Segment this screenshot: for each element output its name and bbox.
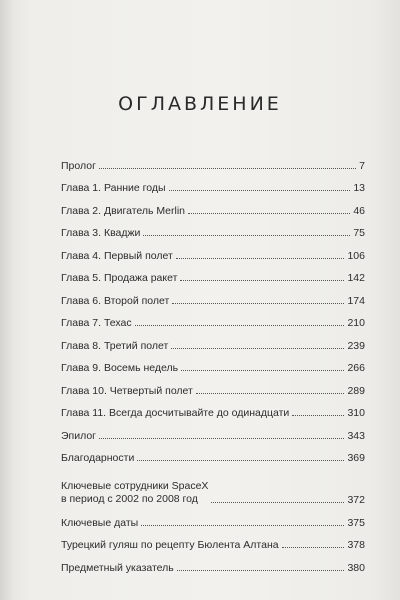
toc-entry-page: 174 (347, 294, 365, 307)
toc-entry-chapter-11 (61, 397, 365, 420)
toc-entry-chapter-5 (61, 262, 365, 285)
table-of-contents (61, 149, 365, 574)
dot-leader (171, 348, 344, 349)
toc-entry-page: 266 (347, 362, 365, 374)
toc-entry-label: Глава 5. Продажа ракет (61, 272, 178, 284)
toc-entry-label: Глава 11. Всегда досчитывайте до одинадцати (61, 407, 290, 419)
toc-entry-chapter-3 (61, 217, 365, 240)
toc-entry-label: Турецкий гуляш по рецепту Бюлента Алтана (61, 539, 279, 551)
toc-entry-page: 378 (347, 539, 365, 551)
toc-entry-label: Эпилог (61, 429, 97, 442)
toc-entry-label: Благодарности (61, 452, 135, 464)
toc-entry-label: Глава 3. Кваджи (61, 227, 141, 239)
toc-entry-page: 380 (347, 561, 365, 574)
toc-entry-label: Пролог (61, 159, 96, 172)
toc-entry-page: 289 (347, 384, 365, 397)
dot-leader (282, 547, 345, 548)
dot-leader (211, 502, 344, 503)
toc-entry-label: Глава 6. Второй полет (61, 294, 170, 307)
toc-entry-acknowledgements (61, 442, 365, 465)
dot-leader (176, 258, 345, 259)
toc-entry-label-line-2: в период с 2002 по 2008 год (61, 493, 198, 505)
toc-entry-chapter-4 (61, 239, 365, 262)
toc-entry-page: 13 (353, 182, 365, 194)
dot-leader (143, 235, 350, 236)
dot-leader (135, 325, 345, 326)
toc-entry-chapter-1 (61, 172, 365, 195)
toc-entry-page: 375 (347, 516, 365, 529)
toc-entry-page: 372 (347, 494, 365, 506)
toc-entry-label: Предметный указатель (61, 561, 174, 574)
toc-entry-label: Глава 1. Ранние годы (61, 182, 166, 194)
toc-entry-page: 46 (353, 204, 365, 217)
toc-entry-chapter-10 (61, 374, 365, 397)
dot-leader (188, 213, 350, 214)
dot-leader (172, 303, 344, 304)
toc-entry-chapter-7 (61, 307, 365, 330)
toc-entry-label-line-1: Ключевые сотрудники SpaceX (61, 480, 209, 492)
toc-entry-label: Глава 7. Техас (61, 317, 132, 329)
dot-leader (141, 525, 344, 526)
gutter-shadow (0, 0, 14, 600)
toc-entry-chapter-2 (61, 194, 365, 217)
toc-entry-goulash-recipe (61, 529, 365, 552)
toc-entry-label: Глава 10. Четвертый полет (61, 384, 193, 397)
dot-leader (180, 280, 344, 281)
toc-entry-page: 239 (347, 339, 365, 352)
dot-leader (181, 370, 344, 371)
toc-entry-page: 343 (347, 429, 365, 442)
dot-leader (169, 190, 351, 191)
toc-entry-page: 7 (359, 159, 365, 172)
toc-entry-index (61, 551, 365, 574)
dot-leader (292, 415, 344, 416)
toc-entry-epilogue (61, 419, 365, 442)
toc-entry-label: Глава 4. Первый полет (61, 249, 173, 262)
dot-leader (99, 168, 356, 169)
toc-entry-page: 210 (347, 317, 365, 329)
toc-entry-chapter-8 (61, 329, 365, 352)
toc-entry-chapter-6 (61, 284, 365, 307)
toc-entry-chapter-9 (61, 352, 365, 375)
toc-entry-label: Глава 8. Третий полет (61, 339, 169, 352)
toc-entry-key-employees (61, 469, 365, 506)
toc-entry-label (61, 480, 208, 506)
toc-entry-page: 106 (347, 249, 365, 262)
toc-entry-page: 142 (347, 272, 365, 284)
page-title: ОГЛАВЛЕНИЕ (118, 93, 282, 115)
toc-entry-key-dates (61, 506, 365, 529)
toc-entry-page: 75 (353, 227, 365, 239)
toc-entry-label: Глава 2. Двигатель Merlin (61, 204, 186, 217)
dot-leader (177, 570, 345, 571)
dot-leader (196, 393, 345, 394)
toc-entry-label: Ключевые даты (61, 516, 139, 529)
toc-entry-label: Глава 9. Восемь недель (61, 362, 179, 374)
toc-entry-prologue (61, 149, 365, 172)
toc-entry-page: 369 (347, 452, 365, 464)
toc-entry-page: 310 (347, 407, 365, 419)
edge-shadow (370, 0, 400, 600)
dot-leader (137, 460, 344, 461)
dot-leader (99, 438, 344, 439)
